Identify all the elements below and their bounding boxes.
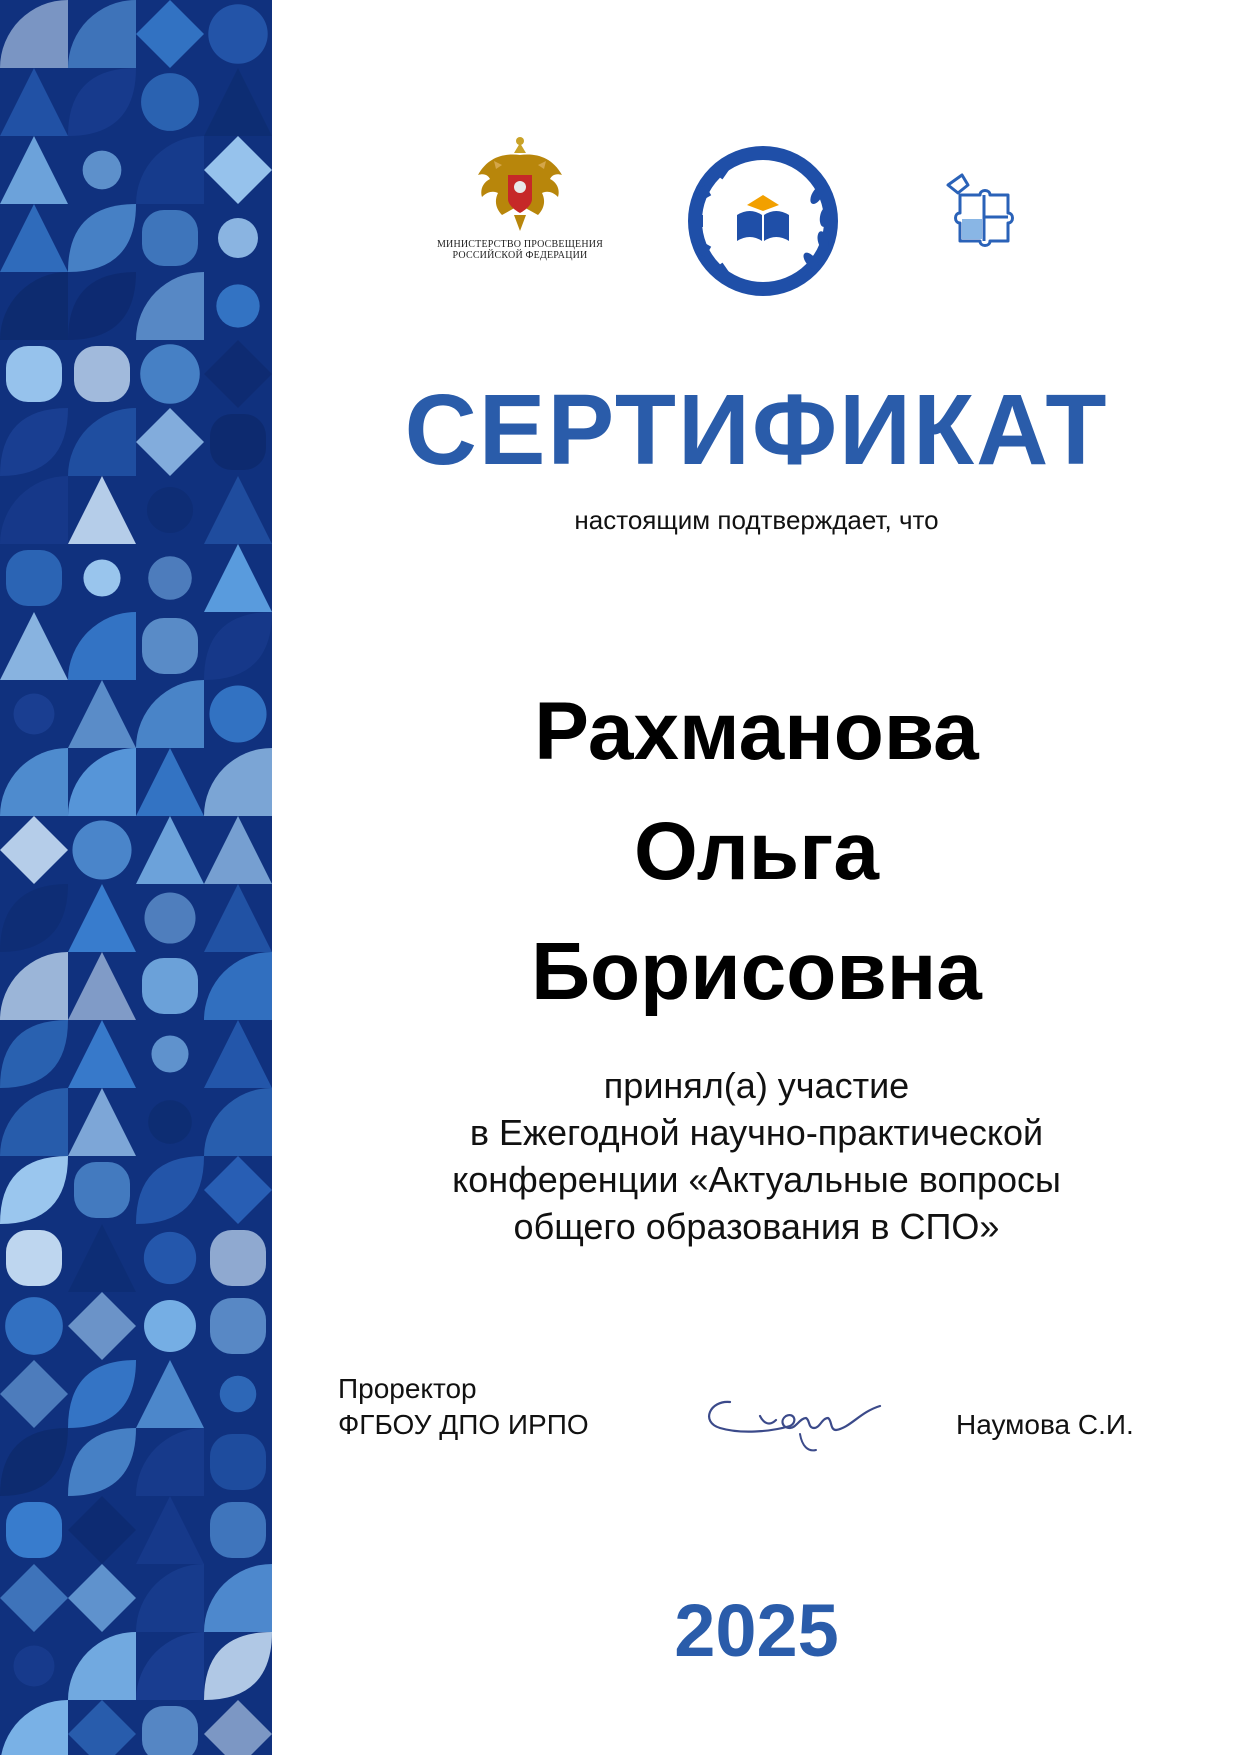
pattern-shape <box>0 272 68 340</box>
pattern-shape <box>68 1564 136 1632</box>
signer-organization: ФГБОУ ДПО ИРПО <box>338 1409 589 1440</box>
recipient-patronymic: Борисовна <box>531 926 982 1017</box>
pattern-shape <box>68 1088 136 1156</box>
irpo-logo <box>687 145 839 297</box>
pattern-shape <box>204 340 272 408</box>
pattern-shape <box>204 1156 272 1224</box>
pattern-shape <box>83 151 122 190</box>
pattern-shape <box>68 1360 136 1428</box>
handwritten-signature <box>690 1372 890 1462</box>
pattern-shape <box>14 1646 55 1687</box>
signer-position: Проректор <box>338 1373 477 1404</box>
pattern-shape <box>204 748 272 816</box>
pattern-shape <box>68 1292 136 1360</box>
pattern-shape <box>147 487 193 533</box>
pattern-shape <box>204 816 272 884</box>
pattern-shape <box>136 1564 204 1632</box>
pattern-shape <box>68 1020 136 1088</box>
pattern-shape <box>210 1298 266 1354</box>
program-logo <box>912 145 1062 295</box>
irpo-short-name: ИРПО <box>747 264 779 276</box>
signer-name: Наумова С.И. <box>956 1409 1134 1440</box>
pattern-shape <box>0 1700 68 1755</box>
pattern-shape <box>220 1376 256 1412</box>
recipient-first-name: Ольга <box>634 806 879 897</box>
pattern-shape <box>210 1230 266 1286</box>
pattern-shape <box>204 1632 272 1700</box>
pattern-shape <box>204 544 272 612</box>
pattern-shape <box>141 73 199 131</box>
pattern-shape <box>204 612 272 680</box>
ministry-logo <box>420 135 620 285</box>
pattern-shape <box>151 1035 188 1072</box>
pattern-shape <box>68 68 136 136</box>
pattern-shape <box>6 1502 62 1558</box>
pattern-shape <box>68 952 136 1020</box>
pattern-shape <box>5 1297 63 1355</box>
pattern-shape <box>216 284 259 327</box>
pattern-shape <box>136 680 204 748</box>
pattern-shape <box>142 958 198 1014</box>
pattern-shape <box>68 408 136 476</box>
pattern-shape <box>136 1632 204 1700</box>
pattern-shape <box>136 1360 204 1428</box>
pattern-shape <box>68 1496 136 1564</box>
participation-line-1: принял(а) участие <box>603 1065 910 1106</box>
pattern-shape <box>0 884 68 952</box>
pattern-shape <box>210 1434 266 1490</box>
pattern-shape <box>204 1700 272 1755</box>
pattern-shape <box>140 344 200 404</box>
recipient-last-name: Рахманова <box>534 686 979 777</box>
pattern-shape <box>136 1428 204 1496</box>
pattern-shape <box>68 476 136 544</box>
pattern-shape <box>0 1564 68 1632</box>
decorative-side-band <box>0 0 272 1755</box>
pattern-shape <box>142 618 198 674</box>
pattern-shape <box>204 884 272 952</box>
pattern-shape <box>0 476 68 544</box>
pattern-shape <box>136 1496 204 1564</box>
pattern-shape <box>68 1428 136 1496</box>
pattern-shape <box>210 1502 266 1558</box>
pattern-shape <box>68 1224 136 1292</box>
pattern-shape <box>68 0 136 68</box>
pattern-shape <box>144 1300 196 1352</box>
pattern-shape <box>218 218 258 258</box>
participation-line-2: в Ежегодной научно-практической <box>469 1112 1044 1153</box>
pattern-shape <box>72 820 131 879</box>
logos-row <box>272 135 1241 295</box>
pattern-shape <box>83 559 120 596</box>
pattern-shape <box>204 68 272 136</box>
certificate-title: СЕРТИФИКАТ <box>404 374 1109 486</box>
pattern-shape <box>144 892 195 943</box>
pattern-shape <box>210 414 266 470</box>
pattern-shape <box>68 204 136 272</box>
pattern-shape <box>204 952 272 1020</box>
pattern-shape <box>68 680 136 748</box>
eagle-emblem-icon <box>474 135 566 235</box>
pattern-shape <box>68 884 136 952</box>
pattern-shape <box>136 816 204 884</box>
pattern-shape <box>0 612 68 680</box>
pattern-shape <box>144 1232 196 1284</box>
pattern-shape <box>136 136 204 204</box>
pattern-shape <box>0 1156 68 1224</box>
recipient-name <box>272 672 1241 1032</box>
pattern-shape <box>204 1020 272 1088</box>
pattern-shape <box>6 550 62 606</box>
pattern-shape <box>204 136 272 204</box>
pattern-shape <box>204 476 272 544</box>
pattern-shape <box>0 1088 68 1156</box>
pattern-shape <box>74 346 130 402</box>
participation-line-3: конференции «Актуальные вопросы <box>452 1159 1061 1200</box>
pattern-shape <box>204 1564 272 1632</box>
pattern-shape <box>148 556 192 600</box>
signer-block <box>338 1371 589 1443</box>
pattern-shape <box>0 748 68 816</box>
geometric-pattern <box>0 0 272 1755</box>
pattern-shape <box>68 748 136 816</box>
ministry-caption: МИНИСТЕРСТВО ПРОСВЕЩЕНИЯ РОССИЙСКОЙ ФЕДЕРАЦИИ <box>436 239 604 261</box>
certificate-subtitle: настоящим подтверждает, что <box>574 505 939 535</box>
pattern-shape <box>6 1230 62 1286</box>
pattern-shape <box>148 1100 192 1144</box>
pattern-shape <box>208 4 267 63</box>
pattern-shape <box>68 1632 136 1700</box>
pattern-shape <box>68 272 136 340</box>
pattern-shape <box>74 1162 130 1218</box>
pattern-shape <box>6 346 62 402</box>
pattern-shape <box>0 204 68 272</box>
pattern-shape <box>136 272 204 340</box>
pattern-shape <box>0 952 68 1020</box>
pattern-shape <box>68 612 136 680</box>
pattern-shape <box>142 1706 198 1755</box>
pattern-shape <box>136 1156 204 1224</box>
pattern-shape <box>0 0 68 68</box>
pattern-shape <box>204 1088 272 1156</box>
pattern-shape <box>0 136 68 204</box>
pattern-shape <box>136 0 204 68</box>
pattern-shape <box>0 816 68 884</box>
pattern-shape <box>68 1700 136 1755</box>
puzzle-pieces-icon <box>912 145 1062 295</box>
signature-icon <box>690 1372 890 1462</box>
pattern-shape <box>0 1360 68 1428</box>
participation-text <box>272 1062 1241 1250</box>
certificate-year: 2025 <box>674 1589 839 1672</box>
pattern-shape <box>14 694 55 735</box>
pattern-shape <box>136 408 204 476</box>
pattern-shape <box>0 1020 68 1088</box>
pattern-shape <box>0 408 68 476</box>
pattern-shape <box>142 210 198 266</box>
pattern-shape <box>136 748 204 816</box>
pattern-shape <box>0 1428 68 1496</box>
pattern-shape <box>209 685 266 742</box>
pattern-shape <box>0 68 68 136</box>
participation-line-4: общего образования в СПО» <box>513 1206 1000 1247</box>
irpo-emblem-icon <box>687 145 839 297</box>
